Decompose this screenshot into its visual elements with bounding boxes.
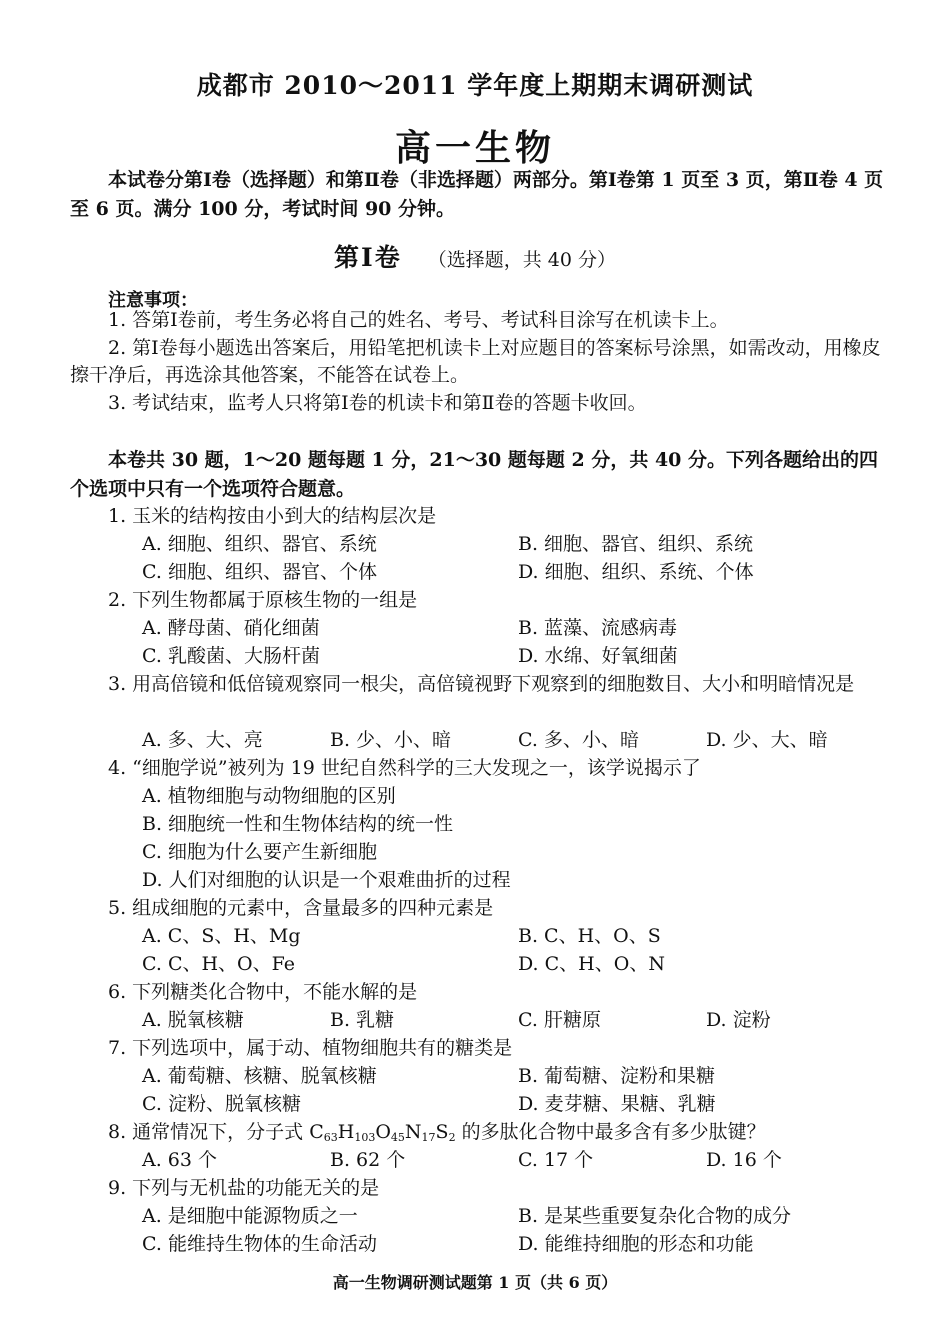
option-3a: A. 多、大、亮 [142, 729, 263, 751]
instructions-paragraph: 本卷共 30 题，1～20 题每题 1 分，21～30 题每题 2 分，共 40 分。下列各题给出的四个选项中只有一个选项符合题意。 [70, 449, 879, 500]
formula-sub-c: 63 [323, 1131, 338, 1144]
option-4c: C. 细胞为什么要产生新细胞 [142, 841, 377, 863]
option-8c: C. 17 个 [518, 1149, 594, 1171]
option-8b: B. 62 个 [330, 1149, 406, 1171]
formula-el-o: O [375, 1121, 391, 1143]
option-7a: A. 葡萄糖、核糖、脱氧核糖 [142, 1065, 377, 1087]
formula-el-n: N [404, 1121, 422, 1143]
option-6d: D. 淀粉 [706, 1009, 771, 1031]
stem-8-pre: 8. 通常情况下，分子式 C [108, 1121, 324, 1143]
option-4a: A. 植物细胞与动物细胞的区别 [142, 785, 396, 807]
option-7c: C. 淀粉、脱氧核糖 [142, 1093, 301, 1115]
question-stem-2: 2. 下列生物都属于原核生物的一组是 [108, 589, 418, 611]
formula-sub-h: 103 [354, 1131, 376, 1144]
option-8a: A. 63 个 [142, 1149, 218, 1171]
option-6b: B. 乳糖 [330, 1009, 395, 1031]
question-stem-4: 4. “细胞学说”被列为 19 世纪自然科学的三大发现之一，该学说揭示了 [108, 757, 701, 779]
option-9d: D. 能维持细胞的形态和功能 [518, 1233, 754, 1255]
question-stem-6: 6. 下列糖类化合物中，不能水解的是 [108, 981, 418, 1003]
formula-sub-s: 2 [448, 1131, 456, 1144]
option-5b: B. C、H、O、S [518, 925, 661, 947]
notes-title: 注意事项： [108, 290, 198, 311]
option-6a: A. 脱氧核糖 [142, 1009, 244, 1031]
section-subtitle: （选择题，共 40 分） [427, 249, 616, 271]
formula-sub-o: 45 [390, 1131, 405, 1144]
option-2d: D. 水绵、好氧细菌 [518, 645, 678, 667]
option-5c: C. C、H、O、Fe [142, 953, 296, 975]
option-2c: C. 乳酸菌、大肠杆菌 [142, 645, 320, 667]
option-9a: A. 是细胞中能源物质之一 [142, 1205, 358, 1227]
question-stem-1: 1. 玉米的结构按由小到大的结构层次是 [108, 505, 437, 527]
stem-8-post: 的多肽化合物中最多含有多少肽键？ [455, 1121, 766, 1143]
option-2b: B. 蓝藻、流感病毒 [518, 617, 678, 639]
option-7b: B. 葡萄糖、淀粉和果糖 [518, 1065, 716, 1087]
note-item: 3. 考试结束，监考人只将第Ⅰ卷的机读卡和第Ⅱ卷的答题卡收回。 [108, 392, 647, 414]
formula-sub-n: 17 [421, 1131, 436, 1144]
option-1c: C. 细胞、组织、器官、个体 [142, 561, 377, 583]
option-1b: B. 细胞、器官、组织、系统 [518, 533, 754, 555]
note-item: 2. 第Ⅰ卷每小题选出答案后，用铅笔把机读卡上对应题目的答案标号涂黑，如需改动，用橡皮擦干净后，再选涂其他答案，不能答在试卷上。 [70, 337, 881, 386]
option-8d: D. 16 个 [706, 1149, 782, 1171]
option-9b: B. 是某些重要复杂化合物的成分 [518, 1205, 792, 1227]
section-heading [0, 238, 950, 274]
option-7d: D. 麦芽糖、果糖、乳糖 [518, 1093, 716, 1115]
exam-title: 成都市 2010～2011 学年度上期期末调研测试 [196, 71, 754, 100]
section-title: 第Ⅰ卷 [334, 243, 402, 272]
option-5a: A. C、S、H、Mg [142, 925, 301, 947]
option-4d: D. 人们对细胞的认识是一个艰难曲折的过程 [142, 869, 511, 891]
option-3d: D. 少、大、暗 [706, 729, 828, 751]
page-footer: 高一生物调研测试题第 1 页（共 6 页） [332, 1273, 618, 1292]
subject-title: 高一生物 [394, 127, 555, 169]
option-3c: C. 多、小、暗 [518, 729, 639, 751]
option-9c: C. 能维持生物体的生命活动 [142, 1233, 377, 1255]
option-1a: A. 细胞、组织、器官、系统 [142, 533, 377, 555]
formula-el-h: H [337, 1121, 355, 1143]
question-stem-9: 9. 下列与无机盐的功能无关的是 [108, 1177, 380, 1199]
note-item: 1. 答第Ⅰ卷前，考生务必将自己的姓名、考号、考试科目涂写在机读卡上。 [108, 309, 729, 331]
option-5d: D. C、H、O、N [518, 953, 665, 975]
option-2a: A. 酵母菌、硝化细菌 [142, 617, 320, 639]
formula-el-s: S [435, 1121, 449, 1143]
option-6c: C. 肝糖原 [518, 1009, 601, 1031]
question-stem-3: 3. 用高倍镜和低倍镜观察同一根尖，高倍镜视野下观察到的细胞数目、大小和明暗情况是 [108, 673, 855, 695]
option-4b: B. 细胞统一性和生物体结构的统一性 [142, 813, 454, 835]
option-1d: D. 细胞、组织、系统、个体 [518, 561, 754, 583]
option-3b: B. 少、小、暗 [330, 729, 452, 751]
question-stem-5: 5. 组成细胞的元素中，含量最多的四种元素是 [108, 897, 494, 919]
question-stem-7: 7. 下列选项中，属于动、植物细胞共有的糖类是 [108, 1037, 513, 1059]
intro-paragraph: 本试卷分第Ⅰ卷（选择题）和第Ⅱ卷（非选择题）两部分。第Ⅰ卷第 1 页至 3 页，第Ⅱ卷 4 页至 6 页。满分 100 分，考试时间 90 分钟。 [70, 169, 884, 220]
